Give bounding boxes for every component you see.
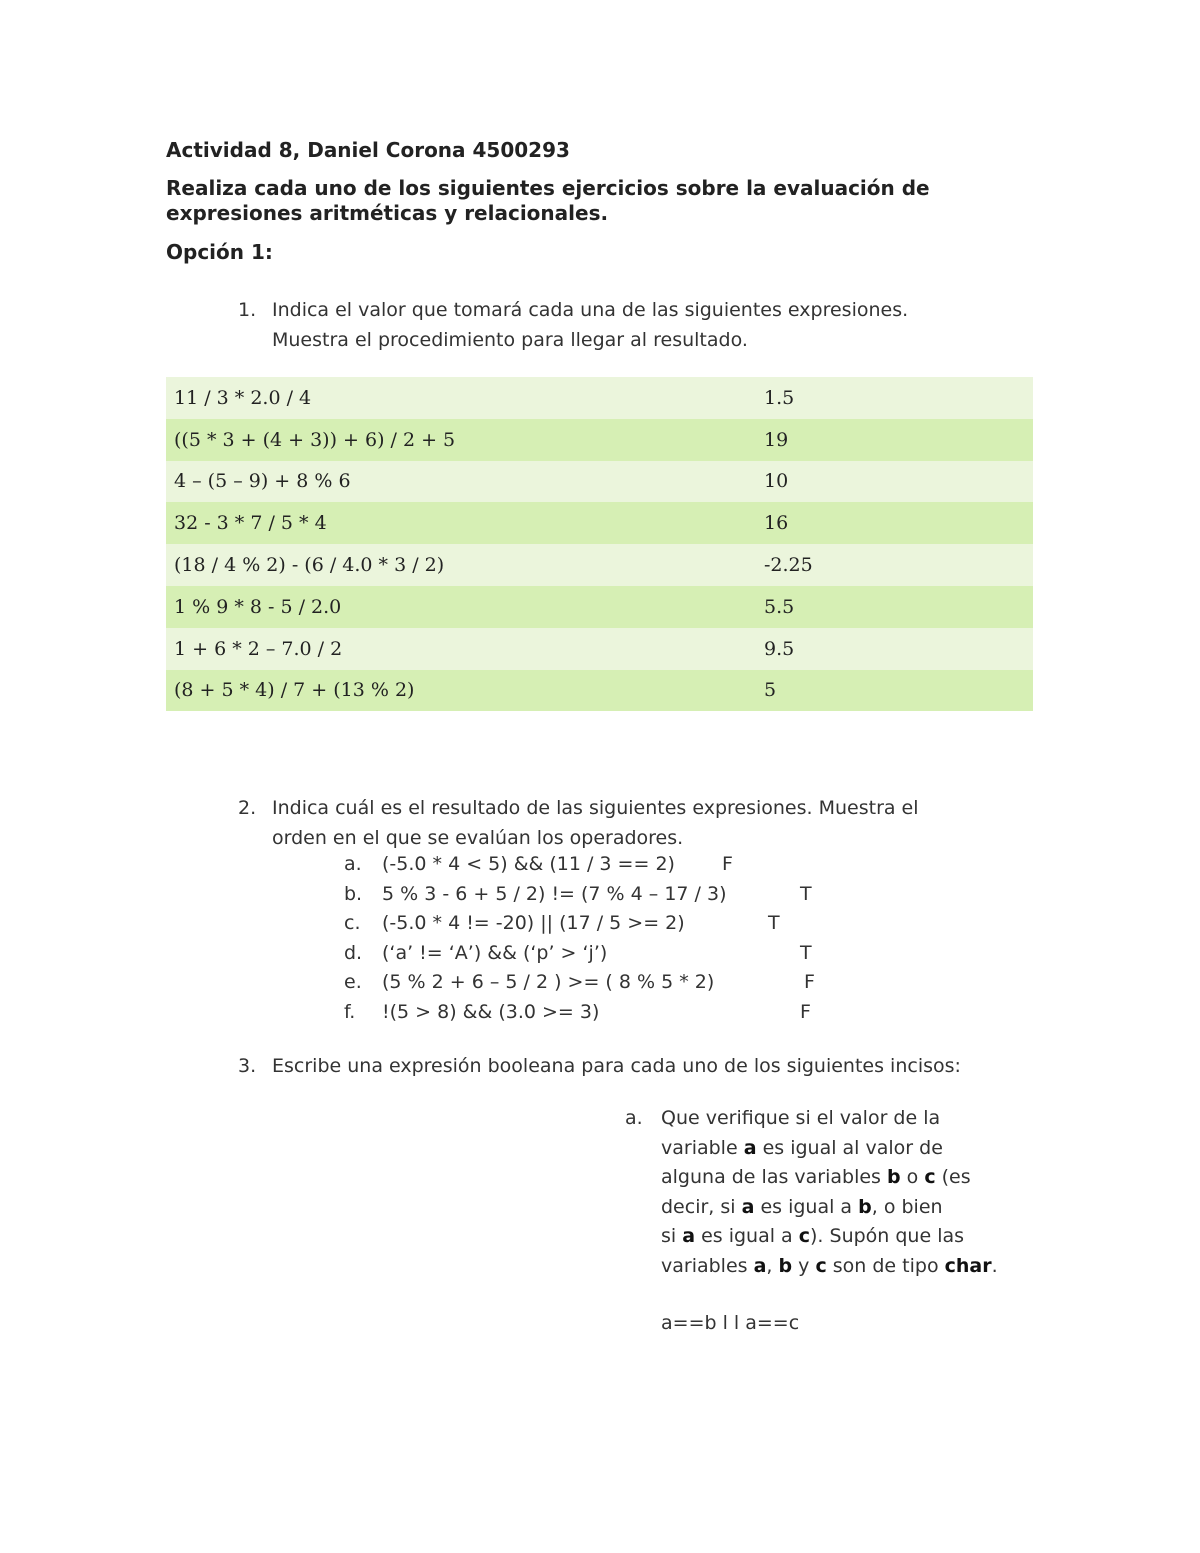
variable-c: c: [798, 1225, 811, 1248]
item-label: a.: [344, 853, 362, 875]
list-item: [344, 880, 1044, 910]
text-run: variable: [661, 1136, 744, 1159]
item-result: F: [722, 853, 733, 875]
text-run: .: [991, 1254, 998, 1277]
item-label: e.: [344, 971, 362, 993]
item-expression: (5 % 2 + 6 – 5 / 2 ) >= ( 8 % 5 * 2): [382, 971, 715, 993]
question-3-number: 3.: [238, 1055, 257, 1077]
list-item: [344, 939, 1044, 969]
value-cell: 10: [756, 461, 1033, 503]
expression-cell: 4 – (5 – 9) + 8 % 6: [166, 461, 756, 503]
item-label: f.: [344, 1000, 356, 1023]
text-run: alguna de las variables: [661, 1166, 887, 1189]
item-expression: 5 % 3 - 6 + 5 / 2) != (7 % 4 – 17 / 3): [382, 882, 727, 905]
variable-a: a: [741, 1195, 755, 1218]
item-result: F: [800, 1000, 811, 1023]
answer-expression: a==b l l a==c: [661, 1312, 800, 1334]
table-row: [166, 544, 1033, 586]
expression-cell: (8 + 5 * 4) / 7 + (13 % 2): [166, 670, 756, 712]
value-cell: 5: [756, 670, 1033, 712]
table-row: [166, 670, 1033, 712]
text-run: variables: [661, 1254, 754, 1277]
table-row: [166, 377, 1033, 419]
question-2-line-2: orden en el que se evalúan los operadores.: [272, 827, 684, 849]
document-title: Actividad 8, Daniel Corona 4500293: [166, 138, 570, 162]
value-cell: -2.25: [756, 544, 1033, 586]
item-label: a.: [625, 1107, 643, 1129]
question-1-number: 1.: [238, 299, 257, 321]
variable-a: a: [753, 1254, 767, 1277]
question-2-text: [272, 793, 919, 853]
instructions-text: Realiza cada uno de los siguientes ejercicios sobre la evaluación de expresiones aritméticas y relacionales.: [166, 176, 930, 225]
text-run: ,: [766, 1254, 779, 1277]
item-label: b.: [344, 882, 363, 905]
table-row: [166, 628, 1033, 670]
item-expression: (-5.0 * 4 < 5) && (11 / 3 == 2): [382, 853, 675, 875]
item-a-line-3: [661, 1163, 1061, 1193]
variable-c: c: [924, 1166, 936, 1189]
list-item: [344, 998, 1044, 1028]
value-cell: 5.5: [756, 586, 1033, 628]
variable-b: b: [887, 1166, 901, 1189]
question-1-line-2: Muestra el procedimiento para llegar al resultado.: [272, 329, 748, 351]
item-a-line-6: [661, 1252, 1061, 1282]
text-run: es igual a: [695, 1225, 799, 1248]
variable-c: c: [815, 1254, 827, 1277]
text-run: , o bien: [871, 1195, 943, 1218]
variable-b: b: [858, 1195, 872, 1218]
text-run: es igual a: [754, 1195, 859, 1218]
text-run: son de tipo: [826, 1254, 945, 1277]
expression-cell: ((5 * 3 + (4 + 3)) + 6) / 2 + 5: [166, 419, 756, 461]
variable-a: a: [682, 1225, 696, 1248]
text-run: decir, si: [661, 1195, 742, 1218]
question-2-items: [344, 850, 1044, 1027]
expression-cell: (18 / 4 % 2) - (6 / 4.0 * 3 / 2): [166, 544, 756, 586]
expression-cell: 32 - 3 * 7 / 5 * 4: [166, 502, 756, 544]
value-cell: 19: [756, 419, 1033, 461]
table-row: [166, 461, 1033, 503]
text-run: y: [792, 1254, 816, 1277]
question-2-number: 2.: [238, 797, 257, 819]
item-expression: !(5 > 8) && (3.0 >= 3): [382, 1000, 600, 1023]
question-1-text: [272, 295, 908, 355]
item-expression: (-5.0 * 4 != -20) || (17 / 5 >= 2): [382, 912, 685, 934]
value-cell: 9.5: [756, 628, 1033, 670]
question-3-text: Escribe una expresión booleana para cada uno de los siguientes incisos:: [272, 1055, 961, 1077]
item-label: d.: [344, 941, 363, 964]
value-cell: 16: [756, 502, 1033, 544]
question-2-line-1: Indica cuál es el resultado de las siguientes expresiones. Muestra el: [272, 797, 919, 819]
list-item: [344, 968, 1044, 998]
variable-b: b: [778, 1254, 793, 1277]
list-item: [344, 909, 1044, 939]
variable-a: a: [743, 1136, 757, 1159]
item-a-line-5: [661, 1222, 1061, 1252]
item-a-line-1: Que verifique si el valor de la: [661, 1107, 941, 1129]
item-a-line-4: [661, 1193, 1061, 1223]
item-expression: (‘a’ != ‘A’) && (‘p’ > ‘j’): [382, 941, 608, 964]
expression-cell: 1 % 9 * 8 - 5 / 2.0: [166, 586, 756, 628]
option-heading: Opción 1:: [166, 240, 273, 264]
item-result: F: [804, 971, 815, 993]
type-char: char: [944, 1254, 992, 1277]
table-row: [166, 419, 1033, 461]
expression-cell: 1 + 6 * 2 – 7.0 / 2: [166, 628, 756, 670]
item-a-line-2: [661, 1134, 1061, 1164]
table-row: [166, 586, 1033, 628]
text-run: o: [900, 1166, 925, 1189]
expressions-table: [166, 377, 1033, 711]
item-a-text: [661, 1104, 1061, 1282]
list-item: [344, 850, 1044, 880]
expression-cell: 11 / 3 * 2.0 / 4: [166, 377, 756, 419]
item-result: T: [768, 912, 780, 934]
question-1-line-1: Indica el valor que tomará cada una de las siguientes expresiones.: [272, 299, 909, 321]
item-result: T: [800, 941, 812, 964]
item-label: c.: [344, 912, 361, 934]
item-result: T: [800, 882, 812, 905]
text-run: es igual al valor de: [756, 1136, 943, 1159]
text-run: ). Supón que las: [810, 1225, 965, 1248]
table-row: [166, 502, 1033, 544]
text-run: (es: [935, 1166, 971, 1189]
text-run: si: [661, 1225, 683, 1248]
value-cell: 1.5: [756, 377, 1033, 419]
